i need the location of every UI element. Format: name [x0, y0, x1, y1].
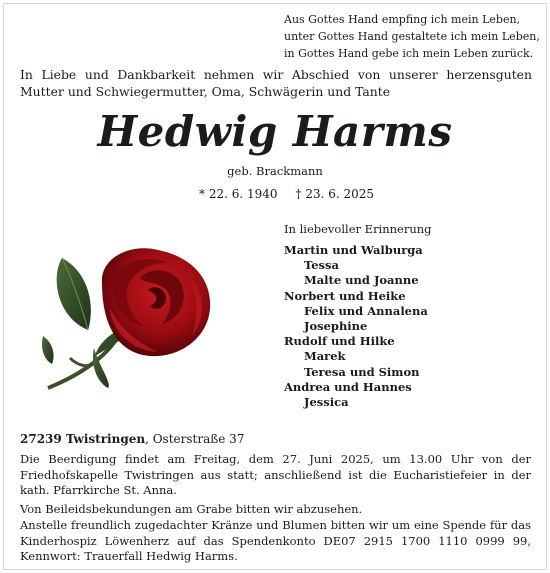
family-member: Malte und Joanne	[304, 273, 419, 288]
family-member: Teresa und Simon	[304, 364, 420, 379]
funeral-info: Die Beerdigung findet am Freitag, dem 27. Juni 2025, um 13.00 Uhr von der Friedhofskapelle Twistringen aus statt; anschließend ist die Eucharistiefeier in der kath. Pfarrkirche St. Anna.	[20, 452, 531, 497]
poem-line: in Gottes Hand gebe ich mein Leben zurück.	[284, 47, 534, 60]
deceased-name: Hedwig Harms	[97, 107, 453, 156]
maiden-name: geb. Brackmann	[227, 164, 323, 178]
poem-line: unter Gottes Hand gestaltete ich mein Leben,	[284, 30, 540, 43]
address	[20, 431, 244, 447]
death-date: 23. 6. 2025	[305, 187, 375, 201]
address-city: 27239 Twistringen	[20, 432, 146, 446]
condolence-note: Von Beileidsbekundungen am Grabe bitten wir abzusehen.	[20, 502, 363, 516]
birth-date: * 22. 6. 1940	[199, 187, 278, 201]
family-member: Tessa	[304, 258, 339, 273]
family-member: Norbert und Heike	[284, 288, 406, 303]
family-list	[284, 243, 428, 410]
rose-image	[40, 238, 225, 396]
memory-heading: In liebevoller Erinnerung	[284, 222, 432, 236]
life-dates	[199, 186, 374, 202]
poem	[284, 11, 546, 62]
family-member: Josephine	[304, 319, 368, 334]
family-member: Felix und Annalena	[304, 303, 428, 318]
intro-text: In Liebe und Dankbarkeit nehmen wir Abschied von unserer herzensguten Mutter und Schwiegermutter, Oma, Schwägerin und Tante	[20, 67, 532, 99]
address-street: , Osterstraße 37	[145, 432, 245, 446]
family-member: Marek	[304, 349, 346, 364]
family-member: Martin und Walburga	[284, 243, 423, 257]
family-member: Jessica	[304, 395, 349, 410]
cross-icon: †	[295, 187, 302, 201]
poem-line: Aus Gottes Hand empfing ich mein Leben,	[284, 13, 521, 26]
family-member: Andrea und Hannes	[284, 379, 412, 394]
donation-note: Anstelle freundlich zugedachter Kränze und Blumen bitten wir um eine Spende für das Kinderhospiz Löwenherz auf das Spendenkonto DE07 2915 1700 1110 0999 99, Kennwort: Trauerfall Hedwig Harms.	[20, 518, 531, 563]
family-member: Rudolf und Hilke	[284, 334, 395, 349]
